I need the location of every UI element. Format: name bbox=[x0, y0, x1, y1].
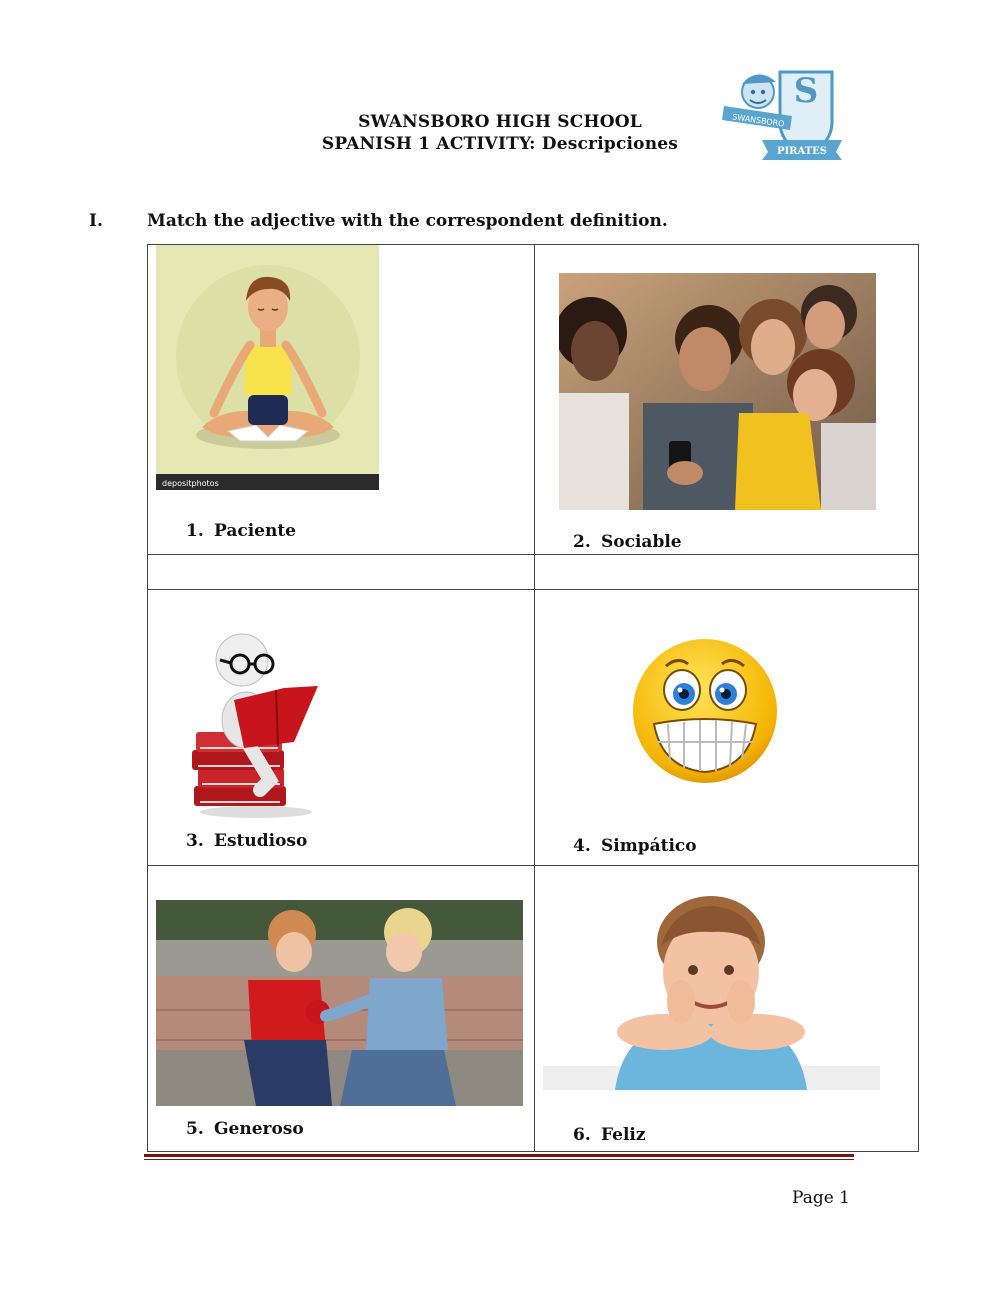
table-row-divider bbox=[147, 865, 919, 866]
logo-banner-text: SWANSBORO bbox=[731, 112, 786, 129]
item-6-word: Feliz bbox=[601, 1125, 646, 1145]
item-1-word: Paciente bbox=[214, 521, 296, 541]
section-number: I. bbox=[89, 211, 103, 231]
item-4-label bbox=[573, 836, 697, 856]
group-of-friends-photo bbox=[559, 273, 876, 510]
children-sharing-apple-photo bbox=[156, 900, 523, 1106]
logo-ribbon-text: PIRATES bbox=[776, 146, 828, 157]
meditating-woman-illustration bbox=[156, 245, 379, 490]
footer-rule-thin bbox=[144, 1159, 854, 1160]
item-5-number: 5. bbox=[186, 1119, 204, 1139]
item-3-word: Estudioso bbox=[214, 831, 308, 851]
item-6-label bbox=[573, 1125, 646, 1145]
section-instruction: Match the adjective with the correspondent definition. bbox=[147, 211, 668, 231]
item-2-label bbox=[573, 532, 682, 552]
table-row-divider bbox=[147, 554, 919, 555]
reading-figure-on-books-icon bbox=[190, 630, 322, 820]
table-row-divider bbox=[147, 589, 919, 590]
depositphotos-watermark: depositphotos bbox=[162, 479, 219, 488]
item-5-word: Generoso bbox=[214, 1119, 304, 1139]
item-1-number: 1. bbox=[186, 521, 204, 541]
smiling-boy-photo bbox=[543, 894, 880, 1090]
item-3-label bbox=[186, 831, 307, 851]
swansboro-pirates-logo-icon bbox=[722, 62, 844, 160]
activity-title: SPANISH 1 ACTIVITY: Descripciones bbox=[321, 134, 679, 154]
school-name: SWANSBORO HIGH SCHOOL bbox=[358, 112, 642, 132]
item-2-word: Sociable bbox=[601, 532, 682, 552]
page-number: Page 1 bbox=[792, 1188, 850, 1208]
item-5-label bbox=[186, 1119, 304, 1139]
item-3-number: 3. bbox=[186, 831, 204, 851]
table-column-divider bbox=[534, 244, 535, 1152]
footer-rule bbox=[144, 1154, 854, 1157]
item-2-number: 2. bbox=[573, 532, 591, 552]
logo-letter: S bbox=[793, 71, 819, 111]
item-1-label bbox=[186, 521, 296, 541]
item-4-word: Simpático bbox=[601, 836, 697, 856]
item-4-number: 4. bbox=[573, 836, 591, 856]
item-6-number: 6. bbox=[573, 1125, 591, 1145]
grinning-smiley-icon bbox=[630, 636, 780, 786]
